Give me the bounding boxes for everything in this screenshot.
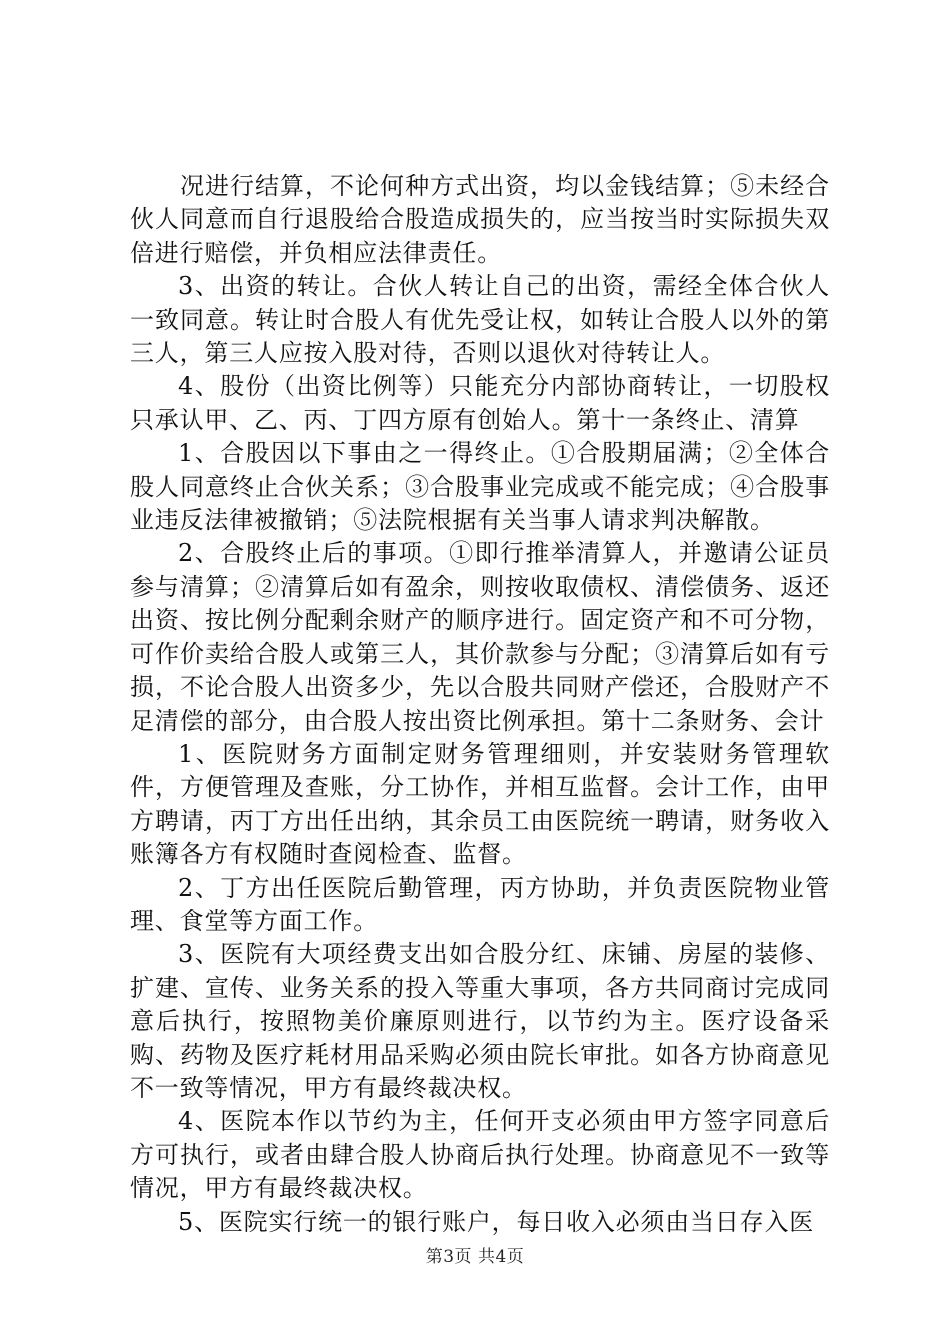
paragraph-7: 2、丁方出任医院后勤管理，丙方协助，并负责医院物业管理、食堂等方面工作。 xyxy=(130,873,830,935)
page-number-footer: 第3页 共4页 xyxy=(425,1247,525,1267)
document-body xyxy=(130,170,830,1239)
paragraph-6: 1、医院财务方面制定财务管理细则，并安装财务管理软件，方便管理及查账，分工协作，并相互监督。会计工作，由甲方聘请，丙丁方出任出纳，其余员工由医院统一聘请，财务收入账簿各方有权随时查阅检查、监督。 xyxy=(130,739,830,869)
paragraph-2: 3、出资的转让。合伙人转让自己的出资，需经全体合伙人一致同意。转让时合股人有优先受让权，如转让合股人以外的第三人，第三人应按入股对待，否则以退伙对待转让人。 xyxy=(130,272,830,368)
paragraph-1: 况进行结算，不论何种方式出资，均以金钱结算；⑤未经合伙人同意而自行退股给合股造成损失的，应当按当时实际损失双倍进行赔偿，并负相应法律责任。 xyxy=(130,172,830,267)
paragraph-9: 4、医院本作以节约为主，任何开支必须由甲方签字同意后方可执行，或者由肆合股人协商后执行处理。协商意见不一致等情况，甲方有最终裁决权。 xyxy=(130,1107,830,1203)
paragraph-5: 2、合股终止后的事项。①即行推举清算人，并邀请公证员参与清算；②清算后如有盈余，则按收取债权、清偿债务、返还出资、按比例分配剩余财产的顺序进行。固定资产和不可分物，可作价卖给合股人或第三人，其价款参与分配；③清算后如有亏损，不论合股人出资多少，先以合股共同财产偿还，合股财产不足清偿的部分，由合股人按出资比例承担。第十二条财务、会计 xyxy=(130,539,830,735)
paragraph-8: 3、医院有大项经费支出如合股分红、床铺、房屋的装修、扩建、宣传、业务关系的投入等重大事项，各方共同商讨完成同意后执行，按照物美价廉原则进行，以节约为主。医疗设备采购、药物及医疗耗材用品采购必须由院长审批。如各方协商意见不一致等情况，甲方有最终裁决权。 xyxy=(130,940,830,1102)
paragraph-10: 5、医院实行统一的银行账户，每日收入必须由当日存入医 xyxy=(178,1207,815,1236)
paragraph-4: 1、合股因以下事由之一得终止。①合股期届满；②全体合股人同意终止合伙关系；③合股事业完成或不能完成；④合股事业违反法律被撤销；⑤法院根据有关当事人请求判决解散。 xyxy=(130,439,830,535)
paragraph-3: 4、股份（出资比例等）只能充分内部协商转让，一切股权只承认甲、乙、丙、丁四方原有创始人。第十一条终止、清算 xyxy=(130,372,830,434)
